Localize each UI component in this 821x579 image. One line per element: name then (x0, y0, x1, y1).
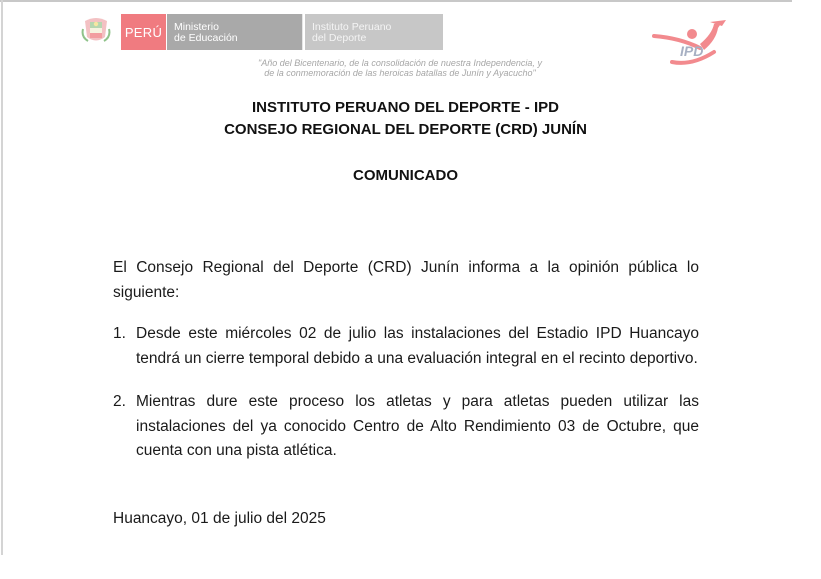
list-item-text: Desde este miércoles 02 de julio las instalaciones del Estadio IPD Huancayo tendrá un cierre temporal debido a una evaluación integral en el recinto deportivo. (136, 325, 699, 367)
ipd-logo-icon (652, 18, 730, 70)
coat-of-arms-icon (81, 15, 111, 45)
ministry-badge (167, 14, 302, 50)
peru-badge: PERÚ (121, 14, 166, 50)
letterhead (0, 0, 821, 90)
list-item (113, 322, 699, 371)
title-line2: CONSEJO REGIONAL DEL DEPORTE (CRD) JUNÍN (224, 121, 587, 138)
list-item-text: Mientras dure este proceso los atletas y para atletas pueden utilizar las instalaciones del ya conocido Centro de Alto Rendimiento 03 de Octubre, que cuenta con una pista atlética. (136, 393, 699, 459)
list-item-number: 2. (113, 393, 126, 410)
year-motto (200, 58, 600, 78)
signoff-place-date: Huancayo, 01 de julio del 2025 (113, 510, 326, 527)
list-item-number: 1. (113, 325, 126, 342)
document-heading: COMUNICADO (353, 167, 458, 184)
institute-label-line1: Instituto Peruano (312, 21, 392, 33)
title-line1: INSTITUTO PERUANO DEL DEPORTE - IPD (252, 99, 559, 116)
motto-line2: de la conmemoración de las heroicas batallas de Junín y Ayacucho" (264, 68, 536, 78)
document-title (0, 97, 811, 141)
motto-line1: "Año del Bicentenario, de la consolidación de nuestra Independencia, y (258, 58, 542, 68)
ipd-logo-text: IPD (680, 43, 704, 59)
institute-badge (305, 14, 443, 50)
intro-paragraph: El Consejo Regional del Deporte (CRD) Junín informa a la opinión pública lo siguiente: (113, 259, 699, 301)
institute-label-line2: del Deporte (312, 32, 367, 44)
ministry-label-line2: de Educación (174, 32, 238, 44)
list-item (113, 390, 699, 464)
announcement-list (113, 322, 699, 483)
ministry-label-line1: Ministerio (174, 21, 219, 33)
